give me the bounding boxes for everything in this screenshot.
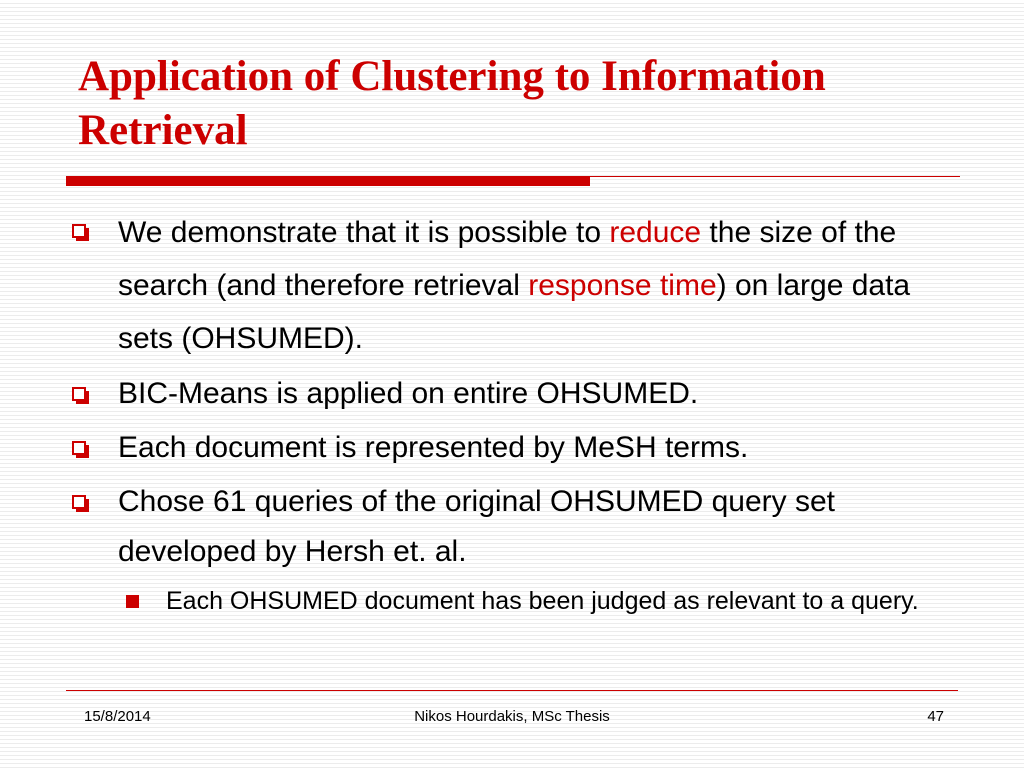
bullet-text [118, 216, 910, 355]
bullet-text: BIC-Means is applied on entire OHSUMED. [118, 377, 699, 410]
footer-author: Nikos Hourdakis, MSc Thesis [414, 708, 610, 725]
square-icon [126, 595, 139, 608]
sub-bullet-text: Each OHSUMED document has been judged as relevant to a query. [166, 587, 919, 615]
bullet-item [66, 423, 966, 473]
bullet-text-part: ) on large data sets (OHSUMED). [118, 269, 911, 355]
bullet-item [66, 369, 966, 419]
bullet-item [66, 206, 966, 365]
footer-date: 15/8/2014 [84, 708, 151, 725]
bullet-highlight-response-time: response time [528, 269, 717, 302]
checkbox-icon [72, 224, 86, 238]
footer-divider [66, 690, 958, 691]
checkbox-icon [72, 441, 86, 455]
sub-bullet-item [66, 583, 966, 619]
bullet-text: Chose 61 queries of the original OHSUMED query set developed by Hersh et. al. [118, 485, 836, 568]
page-number: 47 [927, 708, 944, 725]
bullet-item [66, 477, 966, 577]
bullet-text: Each document is represented by MeSH terms. [118, 431, 749, 464]
title-underline-thin [590, 176, 960, 177]
title-underline-thick [66, 176, 590, 186]
checkbox-icon [72, 495, 86, 509]
bullet-text-part: the size of the search (and therefore retrieval [118, 216, 897, 302]
bullet-text-part: We demonstrate that it is possible to [118, 216, 610, 249]
checkbox-icon [72, 387, 86, 401]
bullet-highlight-reduce: reduce [609, 216, 702, 249]
bullet-list [66, 206, 966, 619]
slide-title: Application of Clustering to Information Retrieval [78, 53, 826, 154]
